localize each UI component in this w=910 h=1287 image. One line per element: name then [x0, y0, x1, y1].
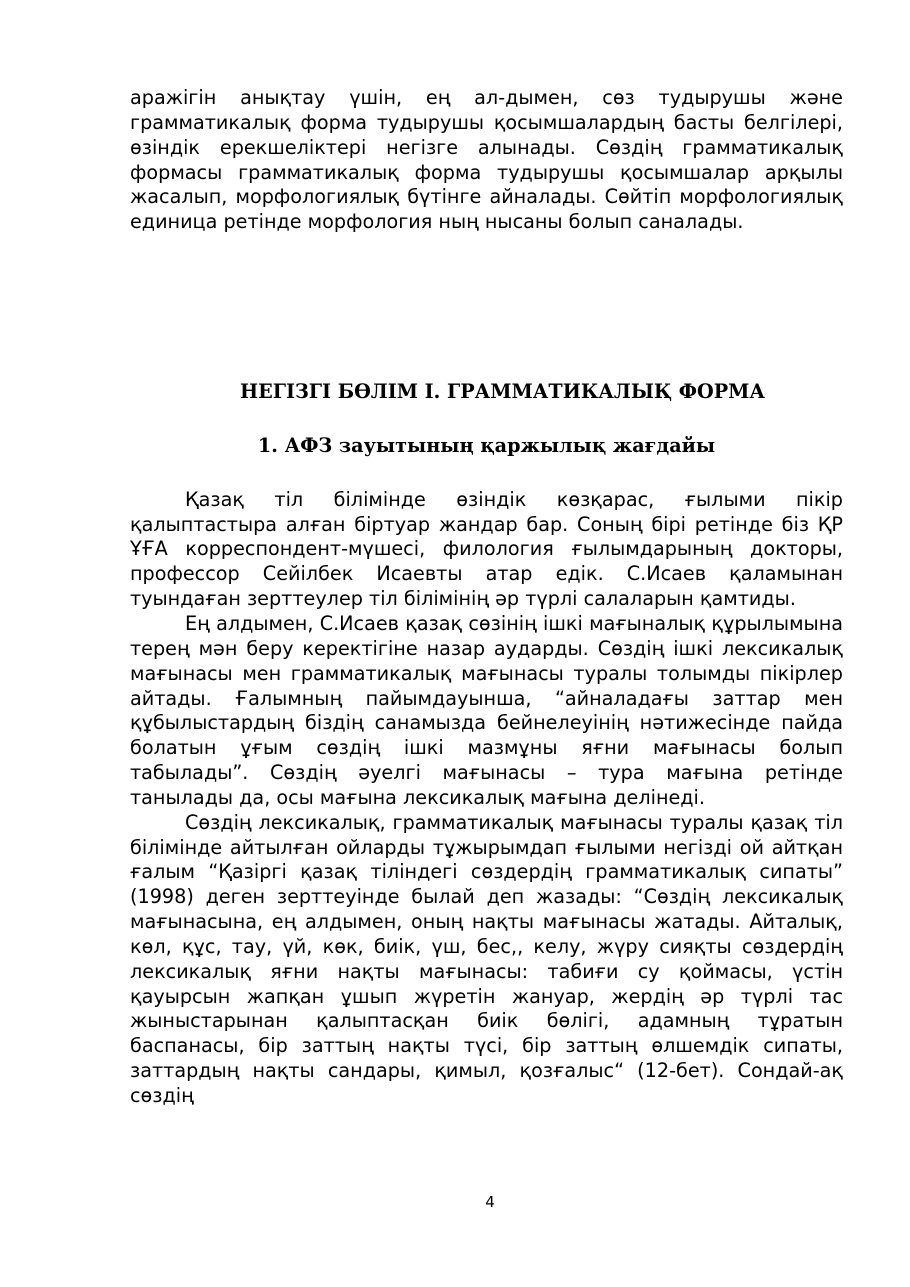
- document-page: [130, 86, 843, 1109]
- section-heading: НЕГІЗГІ БӨЛІМ І. ГРАММАТИКАЛЫҚ ФОРМА: [239, 380, 765, 404]
- subsection-heading: 1. АФЗ зауытының қаржылық жағдайы: [257, 433, 716, 457]
- body-paragraph-1: Қазақ тіл білімінде өзіндік көзқарас, ғылыми пікір қалыптастыра алған біртуар жандар бар. Соның бірі ретінде біз ҚР ҰҒА корреспондент-мүшесі, филология ғылымдарының докторы, профессор Сейілбек Исаевты атар едік. С.Исаев қаламынан туындаған зерттеулер тіл білімінің әр түрлі салаларын қамтиды.: [130, 487, 843, 611]
- blank-space: [130, 235, 843, 380]
- page-number: 4: [485, 1193, 495, 1211]
- body-paragraph-3: Сөздің лексикалық, грамматикалық мағынасы туралы қазақ тіл білімінде айтылған ойларды тұжырымдап ғылыми негізді ой айтқан ғалым “Қазіргі қазақ тіліндегі сөздердің грамматикалық сипаты” (1998) деген зерттеуінде былай деп жазады: “Сөздің лексикалық мағынасына, ең алдымен, оның нақты мағынасы жатады. Айталық, көл, құс, тау, үй, көк, биік, үш, бес,, келу, жүру сияқты сөздердің лексикалық яғни нақты мағынасы: табиғи су қоймасы, үстін қауырсын жапқан ұшып жүретін жануар, жердің әр түрлі тас жыныстарынан қалыптасқан биік бөлігі, адамның тұратын баспанасы, бір заттың нақты түсі, бір заттың өлшемдік сипаты, заттардың нақты сандары, қимыл, қозғалыс“ (12-бет). Сондай-ақ сөздің: [130, 810, 843, 1107]
- body-paragraph-2: Ең алдымен, С.Исаев қазақ сөзінің ішкі мағыналық құрылымына терең мән беру керектігіне назар аударды. Сөздің ішкі лексикалық мағынасы мен грамматикалық мағынасы туралы толымды пікірлер айтады. Ғалымның пайымдауынша, “айналадағы заттар мен құбылыстардың біздің санамызда бейнелеуінің нәтижесінде пайда болатын ұғым сөздің ішкі мазмұны яғни мағынасы болып табылады”. Сөздің әуелгі мағынасы – тура мағына ретінде танылады да, осы мағына лексикалық мағына делінеді.: [130, 611, 843, 809]
- body-paragraph-continuation: аражігін анықтау үшін, ең ал-дымен, сөз тудырушы және грамматикалық форма тудырушы қосымшалардың басты белгілері, өзіндік ерекшеліктері негізге алынады. Сөздің грамматикалық формасы грамматикалық форма тудырушы қосымшалар арқылы жасалып, морфологиялық бүтінге айналады. Сөйтіп морфологиялық единица ретінде морфология ның нысаны болып саналады.: [130, 86, 843, 234]
